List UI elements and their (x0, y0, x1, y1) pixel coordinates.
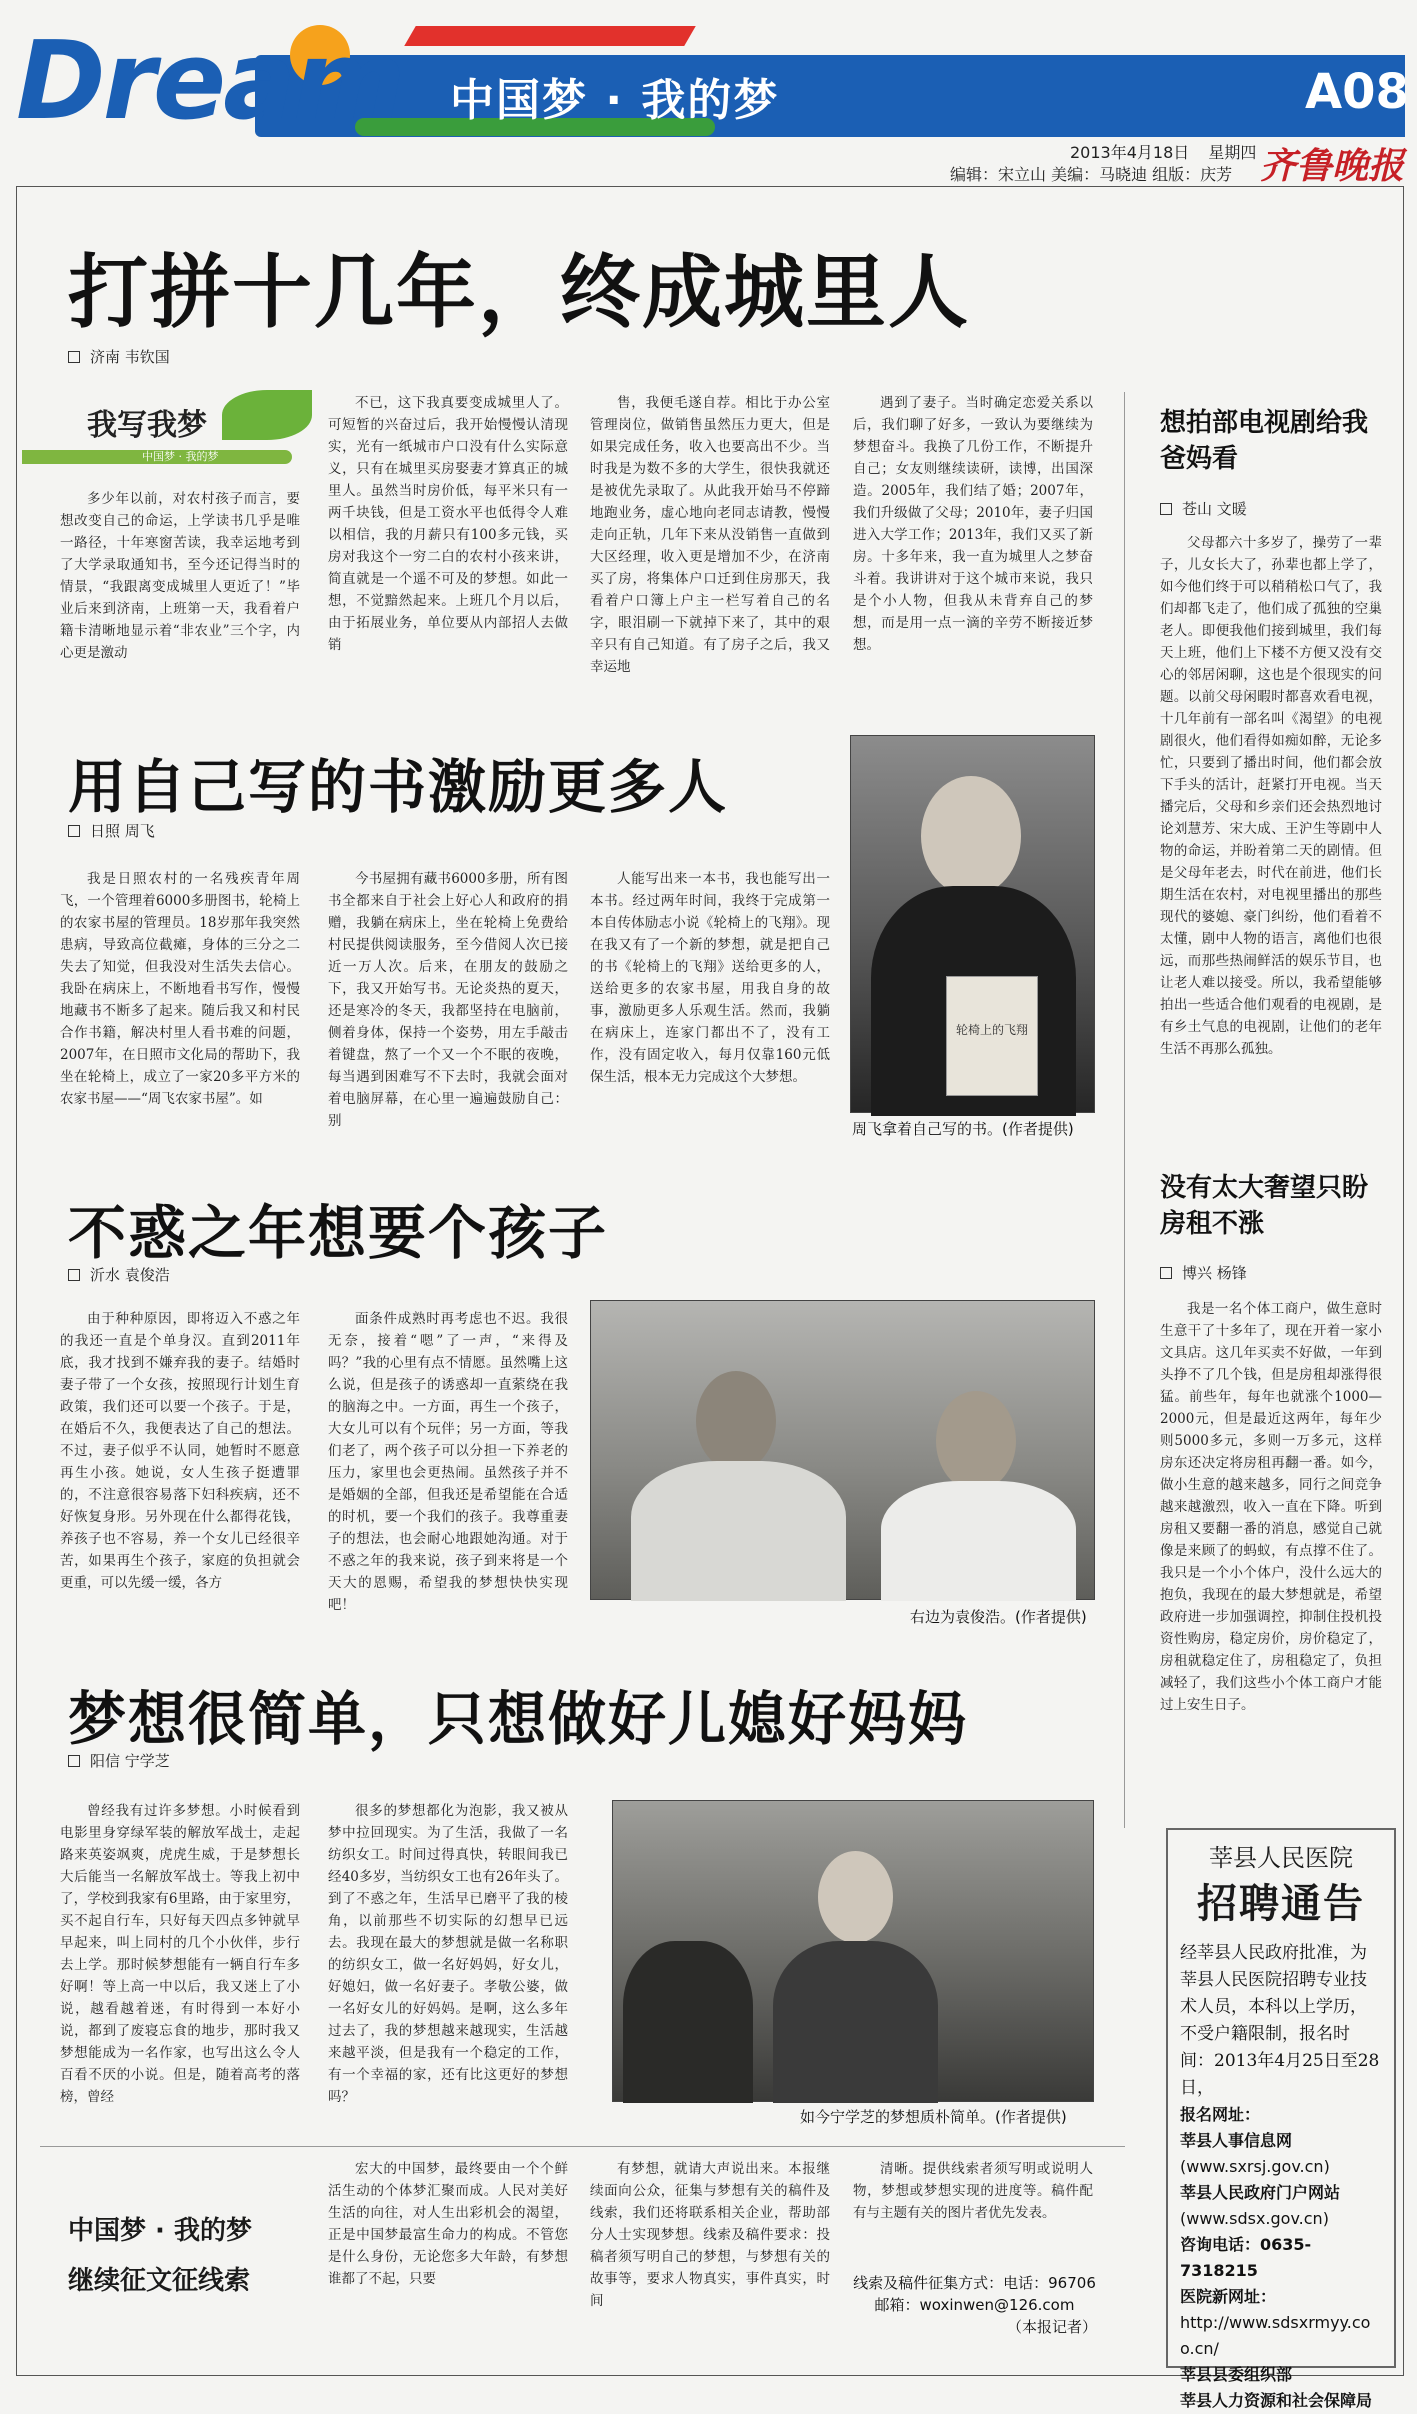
article1-col2: 不已，这下我真要变成城里人了。可短暂的兴奋过后，我开始慢慢认清现实，光有一纸城市户口没有什么实际意义，只有在城里买房娶妻才算真正的城里人。虽然当时房价低，每平米只有一两千块钱，但是工资水平也低得令人难以相信，我的月薪只有100多元钱，买房对我这个一穷二白的农村小孩来讲，简直就是一个遥不可及的梦想。如此一想，不觉黯然起来。上班几个月以后，由于拓展业务，单位要从内部招人去做销 (328, 395, 568, 653)
contact-info: 线索及稿件征集方式：电话：96706 邮箱：woxinwen@126.com (853, 2274, 1096, 2314)
caption-article3: 右边为袁俊浩。(作者提供) (910, 1608, 1087, 1626)
article2-col1: 我是日照农村的一名残疾青年周飞，一个管理着6000多册图书，轮椅上的农家书屋的管理员。18岁那年我突然患病，导致高位截瘫，身体的三分之二失去了知觉，但我没对生活失去信心。我卧在病床上，不断地看书写作，慢慢地藏书不断多了起来。随后我又和村民合作书籍，解决村里人看书难的问题，2007年，在日照市文化局的帮助下，我坐在轮椅上，成立了一家20多平方米的农家书屋——“周飞农家书屋”。如 (60, 871, 300, 1107)
call-line1: 中国梦 · 我的梦 (68, 2216, 252, 2246)
plant-decoration (623, 1941, 753, 2103)
byline-article1: 济南 韦钦国 (68, 346, 170, 367)
person-left-body (631, 1461, 846, 1601)
badge-subtitle: 中国梦 · 我的梦 (142, 450, 219, 463)
ribbon-decoration (404, 26, 696, 46)
byline-article3: 沂水 袁俊浩 (68, 1264, 170, 1285)
article1-col1: 多少年以前，对农村孩子而言，要想改变自己的命运，上学读书几乎是唯一路径，十年寒窗苦读，我幸运地考到了大学录取通知书，至今还记得当时的情景，“我跟离变成城里人更近了！”毕业后来到济南，上班第一天，我看着户籍卡清晰地显示着“非农业”三个字，内心更是激动 (60, 491, 300, 661)
issue-date (1070, 140, 1256, 163)
leaf-icon (222, 390, 312, 440)
photo-ningxuezhi (612, 1800, 1094, 2102)
photo-zhoufei (850, 735, 1095, 1113)
call-heading (68, 2206, 252, 2306)
article2-col2: 今书屋拥有藏书6000多册，所有图书全都来自于社会上好心人和政府的捐赠，我躺在病床上，坐在轮椅上免费给村民提供阅读服务，至今借阅人次已接近一万人次。后来，在朋友的鼓励之下，我又开始写书。无论炎热的夏天，还是寒冷的冬天，我都坚持在电脑前，侧着身体，保持一个姿势，用左手敲击着键盘，熬了一个又一个不眠的夜晚，每当遇到困难写不下去时，我就会面对着电脑屏幕，在心里一遍遍鼓励自己：别 (328, 871, 568, 1129)
ad-title: 招聘通告 (1197, 1881, 1365, 1927)
sidebar2-byline: 博兴 杨锋 (1160, 1262, 1247, 1283)
person-right-head (936, 1391, 1016, 1491)
byline-article4: 阳信 宁学芝 (68, 1750, 170, 1771)
recruitment-ad (1166, 1828, 1396, 2410)
ad-gov-site: 莘县人民政府门户网站 (1180, 2183, 1341, 2202)
ad-gov-url[interactable]: (www.sdsx.gov.cn) (1180, 2209, 1329, 2228)
headline-article3: 不惑之年想要个孩子 (68, 1199, 609, 1267)
ad-hosp-label: 医院新网址： (1180, 2287, 1277, 2306)
call-signature: （本报记者） (1006, 2318, 1097, 2336)
masthead (0, 0, 1417, 187)
headline-article1: 打拼十几年，终成城里人 (68, 246, 970, 339)
article2-col3: 人能写出来一本书，我也能写出一本书。经过两年时间，我终于完成第一本自传体励志小说《轮椅上的飞翔》。现在我又有了一个新的梦想，就是把自己的书《轮椅上的飞翔》送给更多的人，送给更多的农家书屋，用我自身的故事，激励更多人乐观生活。然而，我躺在病床上，连家门都出不了，没有工作，没有固定收入，每月仅靠160元低保生活，根本无力完成这个大梦想。 (590, 871, 830, 1085)
ad-reg-url[interactable]: (www.sxrsj.gov.cn) (1180, 2157, 1330, 2176)
ad-org: 莘县人民医院 (1209, 1844, 1353, 1872)
column-badge (22, 390, 302, 470)
article1-col4: 遇到了妻子。当时确定恋爱关系以后，我们聊了好多，一致认为要继续为梦想奋斗。我换了几份工作，不断提升自己；女友则继续读研，读博，出国深造。2005年，我们结了婚；2007年，我们升级做了父母；2010年，妻子归国进入大学工作；2013年，我们又买了新房。十多年来，我一直为城里人之梦奋斗着。我讲讲对于这个城市来说，我只是个小人物，但我从未背弃自己的梦想，而是用一点一滴的辛劳不断接近梦想。 (853, 395, 1093, 653)
sidebar1-body: 父母都六十多岁了，操劳了一辈子，儿女长大了，孙辈也都上学了，如今他们终于可以稍稍松口气了，我们却都飞走了，他们成了孤独的空巢老人。即便我他们接到城里，我们每天上班，他们上下楼不方便又没有交心的邻居闲聊，这也是个很现实的问题。以前父母闲暇时都喜欢看电视，十几年前有一部名叫《渴望》的电视剧很火，他们看得如痴如醉，无论多忙，只要到了播出时间，他们都会放下手头的活计，赶紧打开电视。当天播完后，父母和乡亲们还会热烈地讨论刘慧芳、宋大成、王沪生等剧中人物的命运，并盼着第二天的剧情。但是父母年老去，时代在前进，他们长期生活在农村，对电视里播出的那些现代的婆媳、豪门纠纷，他们看着不太懂，剧中人物的语言，离他们也很远，而那些热闹鲜活的娱乐节目，也让老人难以接受。所以，我希望能够拍出一些适合他们观看的电视剧，是有乡土气息的电视剧，让他们的老年生活不再那么孤独。 (1160, 535, 1382, 1057)
article3-col2: 面条件成熟时再考虑也不迟。我很无奈，接着“嗯”了一声，“来得及吗？”我的心里有点不情愿。虽然嘴上这么说，但是孩子的诱惑却一直萦绕在我的脑海之中。一方面，再生一个孩子，大女儿可以有个玩伴；另一方面，等我们老了，两个孩子可以分担一下养老的压力，家里也会更热闹。虽然孩子并不是婚姻的全部，但我还是希望能在合适的时机，要一个我们的孩子。我尊重妻子的想法，也会耐心地跟她沟通。对于不惑之年的我来说，孩子到来将是一个天大的恩赐，希望我的梦想快快实现吧！ (328, 1311, 568, 1613)
sidebar2-headline: 没有太大奢望只盼房租不涨 (1160, 1173, 1369, 1239)
article4-col1: 曾经我有过许多梦想。小时候看到电影里身穿绿军装的解放军战士，走起路来英姿飒爽，虎虎生威，于是梦想长大后能当一名解放军战士。等我上初中了，学校到我家有6里路，由于家里穷，买不起自行车，只好每天四点多钟就早早起来，叫上同村的几个小伙伴，步行去上学。那时候梦想能有一辆自行车多好啊！等上高一中以后，我又迷上了小说，越看越着迷，有时得到一本好小说，都到了废寝忘食的地步，那时我又梦想能成为一名作家，也写出这么令人百看不厌的小说。但是，随着高考的落榜，曾经 (60, 1803, 300, 2105)
page-number: A08 (1305, 64, 1409, 120)
ad-phone: 咨询电话：0635-7318215 (1180, 2235, 1312, 2280)
book-title: 轮椅上的飞翔 (955, 1023, 1028, 1037)
sidebar1-byline: 苍山 文暖 (1160, 498, 1247, 519)
weekday-text: 星期四 (1208, 143, 1257, 162)
person-head (921, 776, 1021, 896)
call-col1: 宏大的中国梦，最终要由一个个鲜活生动的个体梦汇聚而成。人民对美好生活的向往，对人生出彩机会的渴望，正是中国梦最富生命力的构成。不管您是什么身份，无论您多大年龄，有梦想谁都了不起，只要 (328, 2161, 568, 2287)
caption-article2: 周飞拿着自己写的书。(作者提供) (852, 1120, 1074, 1138)
ad-body: 经莘县人民政府批准，为莘县人民医院招聘专业技术人员，本科以上学历，不受户籍限制，报名时间：2013年4月25日至28日， (1180, 1943, 1380, 2098)
ad-reg-site: 莘县人事信息网 (1180, 2131, 1293, 2150)
call-line2: 继续征文征线索 (68, 2266, 251, 2296)
article1-col3: 售，我便毛遂自荐。相比于办公室管理岗位，做销售虽然压力更大，但是如果完成任务，收入也要高出不少。当时我是为数不多的大学生，很快我就还是被优先录取了。从此我开始马不停蹄地跑业务，虚心地向老同志请教，慢慢走向正轨，几年下来从没销售一直做到大区经理，收入更是增加不少，在济南买了房，将集体户口迁到住房那天，我看着户口簿上户主一栏写着自己的名字，眼泪刷一下就掉下来了，其中的艰辛只有自己知道。有了房子之后，我又幸运地 (590, 395, 830, 675)
ad-hosp-url[interactable]: http://www.sdsxrmyy.coo.cn/ (1180, 2313, 1371, 2358)
section-divider (40, 2146, 1125, 2147)
ad-reg-label: 报名网址： (1180, 2105, 1261, 2124)
person-body (773, 1941, 938, 2103)
headline-article4: 梦想很简单，只想做好儿媳好妈妈 (68, 1685, 969, 1753)
sidebar2-body: 我是一名个体工商户，做生意时生意干了十多年了，现在开着一家小文具店。这几年买卖不好做，一年到头挣不了几个钱，但是房租却涨得很猛。前些年，每年也就涨个1000—2000元，但是最近这两年，每年少则5000多元，多则一万多元，这样房东还决定将房租再翻一番。如今，做小生意的越来越多，同行之间竞争越来越激烈，收入一直在下降。听到房租又要翻一番的消息，感觉自己就像是来顾了的蚂蚁，有点撑不住了。我只是一个小个体户，没什么远大的抱负，我现在的最大梦想就是，希望政府进一步加强调控，抑制住投机投资性购房，稳定房价，房价稳定了，房租就稳定住了，房租稳定了，负担减轻了，我们这些小个体工商户才能过上安生日子。 (1160, 1301, 1382, 1713)
call-col2: 有梦想，就请大声说出来。本报继续面向公众，征集与梦想有关的稿件及线索，我们还将联系相关企业，帮助部分人士实现梦想。线索及稿件要求：投稿者须写明自己的梦想，与梦想有关的故事等，要求人物真实，事件真实，时间 (590, 2161, 830, 2309)
byline-article2: 日照 周飞 (68, 820, 155, 841)
ad-issuer1: 莘县县委组织部 (1180, 2365, 1293, 2384)
book-cover (946, 976, 1038, 1096)
sidebar1-headline: 想拍部电视剧给我爸妈看 (1160, 408, 1369, 474)
person-head (818, 1851, 893, 1943)
newspaper-logo: 齐鲁晚报 (1260, 145, 1405, 187)
ad-issuer2: 莘县人力资源和社会保障局 (1180, 2391, 1373, 2410)
article4-col2: 很多的梦想都化为泡影，我又被从梦中拉回现实。为了生活，我做了一名纺织女工。时间过得真快，转眼间我已经40多岁，当纺织女工也有26年头了。到了不惑之年，生活早已磨平了我的棱角，以前那些不切实际的幻想早已远去。我现在最大的梦想就是做一名称职的纺织女工，做一名好妈妈，好女儿，好媳妇，做一名好妻子。孝敬公婆，做一名好女儿的好妈妈。是啊，这么多年过去了，我的梦想越来越现实，生活越来越平淡，但是我有一个稳定的工作，有一个幸福的家，还有比这更好的梦想吗？ (328, 1803, 568, 2105)
editor-credits: 编辑：宋立山 美编：马晓迪 组版：庆芳 (950, 165, 1233, 184)
column-divider (1124, 392, 1125, 1828)
headline-article2: 用自己写的书激励更多人 (68, 753, 729, 821)
brand-logo: Dream (16, 19, 403, 144)
call-col3: 清晰。提供线索者须写明或说明人物，梦想或梦想实现的进度等。稿件配有与主题有关的图片者优先发表。 (853, 2161, 1093, 2221)
section-title: 中国梦 · 我的梦 (450, 75, 780, 126)
badge-title: 我写我梦 (87, 408, 207, 443)
photo-yuanjunhao (590, 1300, 1095, 1600)
person-right-body (881, 1481, 1076, 1601)
person-left-head (696, 1371, 776, 1471)
caption-article4: 如今宁学芝的梦想质朴简单。(作者提供) (800, 2108, 1067, 2126)
article3-col1: 由于种种原因，即将迈入不惑之年的我还一直是个单身汉。直到2011年底，我才找到不嫌弃我的妻子。结婚时妻子带了一个女孩，按照现行计划生育政策，我们还可以要一个孩子。于是，在婚后不久，我便表达了自己的想法。不过，妻子似乎不认同，她暂时不愿意再生小孩。她说，女人生孩子挺遭罪的，不注意很容易落下妇科疾病，还不好恢复身形。另外现在什么都得花钱，养孩子也不容易，养一个女儿已经很辛苦，如果再生个孩子，家庭的负担就会更重，可以先缓一缓，各方 (60, 1311, 300, 1591)
date-text: 2013年4月18日 (1070, 143, 1190, 162)
call-contact (852, 2272, 1097, 2338)
